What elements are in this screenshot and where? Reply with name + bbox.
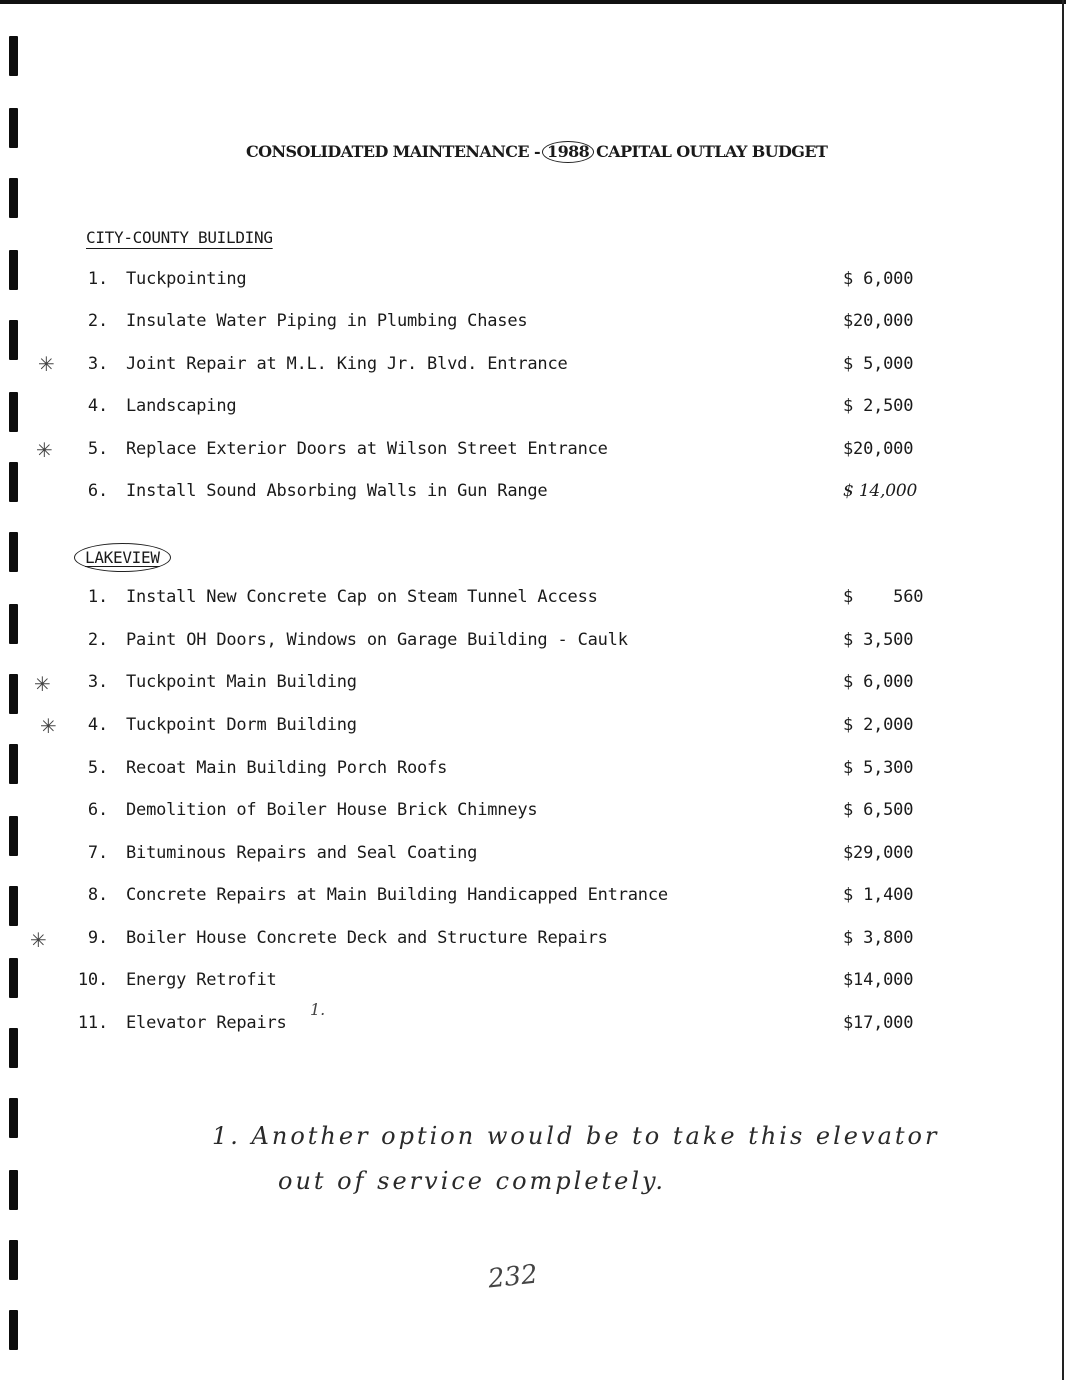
item-description: Bituminous Repairs and Seal Coating [126,843,478,863]
item-number: 7. [87,843,108,863]
item-amount: $ 6,000 [843,269,914,289]
item-description: Paint OH Doors, Windows on Garage Building - Caulk [126,630,628,650]
item-number: 6. [87,481,108,501]
asterisk-mark: ✳ [40,714,57,738]
handwritten-note-line-1: 1. Another option would be to take this elevator [212,1122,940,1150]
list-item [0,885,1066,909]
item-amount: $ 5,000 [843,354,914,374]
item-amount: $ 2,000 [843,715,914,735]
page-number: 232 [486,1259,540,1295]
item-description: Tuckpoint Main Building [126,672,357,692]
item-number: 3. [87,354,108,374]
binding-mark [9,532,18,572]
item-description: Concrete Repairs at Main Building Handicapped Entrance [126,885,668,905]
binding-mark [9,1170,18,1210]
asterisk-mark: ✳ [36,438,53,462]
item-amount: $20,000 [843,439,914,459]
binding-mark [9,178,18,218]
item-number: 3. [87,672,108,692]
binding-mark [9,1310,18,1350]
item-amount: $ 5,300 [843,758,914,778]
item-description: Boiler House Concrete Deck and Structure Repairs [126,928,608,948]
item-number: 1. [87,269,108,289]
item-number: 10. [77,970,108,990]
item-description: Joint Repair at M.L. King Jr. Blvd. Entrance [126,354,568,374]
item-amount: $20,000 [843,311,914,331]
title-prefix: CONSOLIDATED MAINTENANCE - [246,142,541,161]
item-amount: $17,000 [843,1013,914,1033]
item-amount: $ 6,000 [843,672,914,692]
list-item [0,928,1066,952]
item-amount: $ 560 [843,587,924,607]
item-description: Insulate Water Piping in Plumbing Chases [126,311,528,331]
item-description: Install Sound Absorbing Walls in Gun Range [126,481,548,501]
item-number: 2. [87,311,108,331]
list-item [0,843,1066,867]
list-item [0,1013,1066,1037]
list-item [0,672,1066,696]
item-number: 6. [87,800,108,820]
binding-mark [9,1098,18,1138]
item-number: 4. [87,396,108,416]
document-title [246,141,866,163]
list-item [0,758,1066,782]
item-amount: $14,000 [843,970,914,990]
item-description: Energy Retrofit [126,970,277,990]
list-item [0,354,1066,378]
item-number: 4. [87,715,108,735]
item-description: Landscaping [126,396,237,416]
item-number: 5. [87,758,108,778]
item-amount: $ 3,800 [843,928,914,948]
list-item [0,481,1066,505]
asterisk-mark: ✳ [34,672,51,696]
list-item [0,800,1066,824]
item-description: Replace Exterior Doors at Wilson Street Entrance [126,439,608,459]
title-suffix: CAPITAL OUTLAY BUDGET [596,142,828,161]
list-item [0,715,1066,739]
binding-mark [9,108,18,148]
item-amount: $ 2,500 [843,396,914,416]
asterisk-mark: ✳ [38,352,55,376]
handwritten-note-line-2: out of service completely. [278,1167,667,1195]
section-heading-city-county: CITY-COUNTY BUILDING [86,228,273,247]
footnote-mark: 1. [310,1000,326,1019]
item-description: Demolition of Boiler House Brick Chimneys [126,800,538,820]
list-item [0,630,1066,654]
list-item [0,970,1066,994]
asterisk-mark: ✳ [30,928,47,952]
item-number: 2. [87,630,108,650]
item-amount: $29,000 [843,843,914,863]
title-year-circled: 1988 [542,141,594,163]
item-amount: $ 6,500 [843,800,914,820]
item-number: 5. [87,439,108,459]
scan-top-edge [0,0,1066,4]
item-amount: $ 1,400 [843,885,914,905]
list-item [0,587,1066,611]
list-item [0,439,1066,463]
item-number: 9. [87,928,108,948]
item-number: 11. [77,1013,108,1033]
binding-mark [9,1240,18,1280]
list-item [0,269,1066,293]
binding-mark [9,36,18,76]
item-description: Tuckpointing [126,269,247,289]
item-amount-handwritten: $ 14,000 [843,481,918,501]
list-item [0,396,1066,420]
section-heading-lakeview: LAKEVIEW [74,543,171,572]
item-amount: $ 3,500 [843,630,914,650]
item-description: Install New Concrete Cap on Steam Tunnel Access [126,587,598,607]
item-number: 8. [87,885,108,905]
item-description: Elevator Repairs [126,1013,287,1033]
item-number: 1. [87,587,108,607]
item-description: Tuckpoint Dorm Building [126,715,357,735]
list-item [0,311,1066,335]
item-description: Recoat Main Building Porch Roofs [126,758,448,778]
